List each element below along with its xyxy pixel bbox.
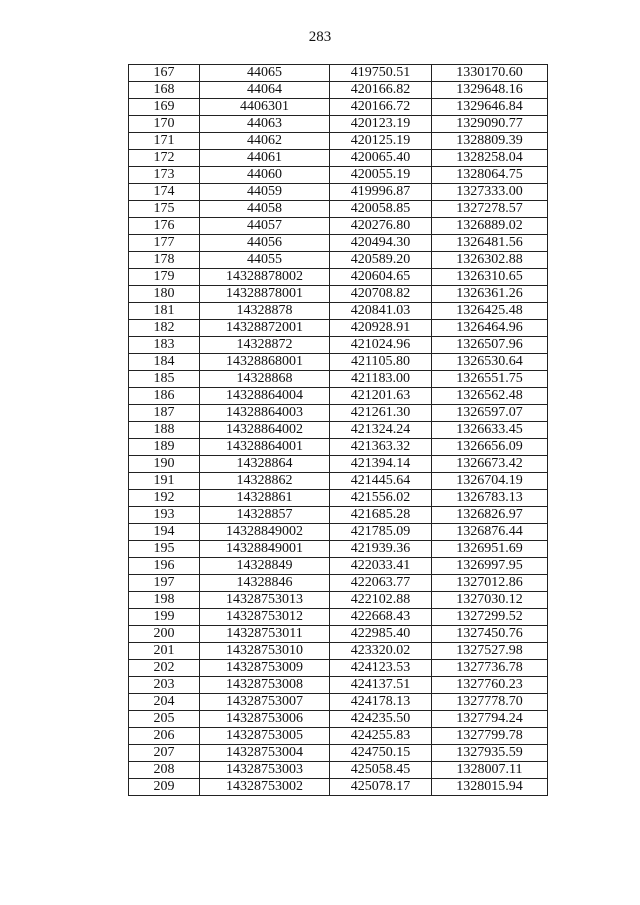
y-coordinate-cell: 1326633.45 bbox=[432, 422, 548, 439]
point-number-cell: 200 bbox=[129, 626, 200, 643]
y-coordinate-cell: 1326997.95 bbox=[432, 558, 548, 575]
table-row bbox=[129, 592, 548, 609]
x-coordinate-cell: 420065.40 bbox=[330, 150, 432, 167]
table-row bbox=[129, 779, 548, 796]
x-coordinate-cell: 420166.72 bbox=[330, 99, 432, 116]
point-number-cell: 174 bbox=[129, 184, 200, 201]
point-number-cell: 198 bbox=[129, 592, 200, 609]
y-coordinate-cell: 1329090.77 bbox=[432, 116, 548, 133]
x-coordinate-cell: 424750.15 bbox=[330, 745, 432, 762]
x-coordinate-cell: 420604.65 bbox=[330, 269, 432, 286]
table-row bbox=[129, 558, 548, 575]
y-coordinate-cell: 1327760.23 bbox=[432, 677, 548, 694]
point-number-cell: 183 bbox=[129, 337, 200, 354]
y-coordinate-cell: 1327799.78 bbox=[432, 728, 548, 745]
point-id-cell: 14328849001 bbox=[200, 541, 330, 558]
point-id-cell: 14328753010 bbox=[200, 643, 330, 660]
point-number-cell: 190 bbox=[129, 456, 200, 473]
y-coordinate-cell: 1326481.56 bbox=[432, 235, 548, 252]
point-number-cell: 208 bbox=[129, 762, 200, 779]
point-number-cell: 180 bbox=[129, 286, 200, 303]
point-number-cell: 187 bbox=[129, 405, 200, 422]
table-row bbox=[129, 167, 548, 184]
point-id-cell: 14328864001 bbox=[200, 439, 330, 456]
point-id-cell: 14328849 bbox=[200, 558, 330, 575]
point-number-cell: 193 bbox=[129, 507, 200, 524]
y-coordinate-cell: 1327935.59 bbox=[432, 745, 548, 762]
y-coordinate-cell: 1326562.48 bbox=[432, 388, 548, 405]
point-id-cell: 44059 bbox=[200, 184, 330, 201]
y-coordinate-cell: 1328015.94 bbox=[432, 779, 548, 796]
page-number: 283 bbox=[308, 29, 332, 45]
point-id-cell: 14328864002 bbox=[200, 422, 330, 439]
y-coordinate-cell: 1326656.09 bbox=[432, 439, 548, 456]
x-coordinate-cell: 421024.96 bbox=[330, 337, 432, 354]
point-id-cell: 14328857 bbox=[200, 507, 330, 524]
table-row bbox=[129, 371, 548, 388]
point-number-cell: 197 bbox=[129, 575, 200, 592]
table-row bbox=[129, 320, 548, 337]
x-coordinate-cell: 420055.19 bbox=[330, 167, 432, 184]
x-coordinate-cell: 420928.91 bbox=[330, 320, 432, 337]
point-number-cell: 185 bbox=[129, 371, 200, 388]
point-id-cell: 14328753012 bbox=[200, 609, 330, 626]
point-number-cell: 202 bbox=[129, 660, 200, 677]
point-id-cell: 14328868 bbox=[200, 371, 330, 388]
point-id-cell: 14328861 bbox=[200, 490, 330, 507]
table-row bbox=[129, 660, 548, 677]
table-row bbox=[129, 201, 548, 218]
point-id-cell: 14328868001 bbox=[200, 354, 330, 371]
table-row bbox=[129, 439, 548, 456]
point-number-cell: 172 bbox=[129, 150, 200, 167]
table-row bbox=[129, 643, 548, 660]
point-id-cell: 14328864003 bbox=[200, 405, 330, 422]
point-number-cell: 168 bbox=[129, 82, 200, 99]
point-id-cell: 44056 bbox=[200, 235, 330, 252]
point-id-cell: 14328862 bbox=[200, 473, 330, 490]
point-id-cell: 14328878002 bbox=[200, 269, 330, 286]
x-coordinate-cell: 419996.87 bbox=[330, 184, 432, 201]
x-coordinate-cell: 420276.80 bbox=[330, 218, 432, 235]
y-coordinate-cell: 1327736.78 bbox=[432, 660, 548, 677]
table-row bbox=[129, 99, 548, 116]
point-number-cell: 205 bbox=[129, 711, 200, 728]
point-id-cell: 44057 bbox=[200, 218, 330, 235]
table-row bbox=[129, 473, 548, 490]
point-id-cell: 14328864004 bbox=[200, 388, 330, 405]
point-number-cell: 199 bbox=[129, 609, 200, 626]
point-id-cell: 4406301 bbox=[200, 99, 330, 116]
x-coordinate-cell: 423320.02 bbox=[330, 643, 432, 660]
point-id-cell: 14328753005 bbox=[200, 728, 330, 745]
table-row bbox=[129, 150, 548, 167]
table-row bbox=[129, 116, 548, 133]
table-row bbox=[129, 541, 548, 558]
y-coordinate-cell: 1326530.64 bbox=[432, 354, 548, 371]
point-number-cell: 170 bbox=[129, 116, 200, 133]
x-coordinate-cell: 424178.13 bbox=[330, 694, 432, 711]
y-coordinate-cell: 1326783.13 bbox=[432, 490, 548, 507]
x-coordinate-cell: 424255.83 bbox=[330, 728, 432, 745]
table-row bbox=[129, 694, 548, 711]
x-coordinate-cell: 422985.40 bbox=[330, 626, 432, 643]
point-number-cell: 169 bbox=[129, 99, 200, 116]
point-id-cell: 14328864 bbox=[200, 456, 330, 473]
x-coordinate-cell: 421324.24 bbox=[330, 422, 432, 439]
point-id-cell: 44061 bbox=[200, 150, 330, 167]
x-coordinate-cell: 419750.51 bbox=[330, 65, 432, 82]
point-number-cell: 203 bbox=[129, 677, 200, 694]
point-id-cell: 14328753007 bbox=[200, 694, 330, 711]
x-coordinate-cell: 424123.53 bbox=[330, 660, 432, 677]
table-row bbox=[129, 65, 548, 82]
x-coordinate-cell: 420708.82 bbox=[330, 286, 432, 303]
point-id-cell: 14328753006 bbox=[200, 711, 330, 728]
y-coordinate-cell: 1327278.57 bbox=[432, 201, 548, 218]
table-row bbox=[129, 745, 548, 762]
y-coordinate-cell: 1326826.97 bbox=[432, 507, 548, 524]
point-id-cell: 14328878 bbox=[200, 303, 330, 320]
table-row bbox=[129, 490, 548, 507]
point-id-cell: 14328878001 bbox=[200, 286, 330, 303]
point-number-cell: 195 bbox=[129, 541, 200, 558]
table-row bbox=[129, 422, 548, 439]
x-coordinate-cell: 421556.02 bbox=[330, 490, 432, 507]
y-coordinate-cell: 1326551.75 bbox=[432, 371, 548, 388]
point-number-cell: 194 bbox=[129, 524, 200, 541]
point-number-cell: 186 bbox=[129, 388, 200, 405]
x-coordinate-cell: 421261.30 bbox=[330, 405, 432, 422]
y-coordinate-cell: 1328258.04 bbox=[432, 150, 548, 167]
x-coordinate-cell: 424137.51 bbox=[330, 677, 432, 694]
point-id-cell: 14328753013 bbox=[200, 592, 330, 609]
x-coordinate-cell: 421939.36 bbox=[330, 541, 432, 558]
point-number-cell: 207 bbox=[129, 745, 200, 762]
y-coordinate-cell: 1326597.07 bbox=[432, 405, 548, 422]
point-number-cell: 178 bbox=[129, 252, 200, 269]
x-coordinate-cell: 422033.41 bbox=[330, 558, 432, 575]
table-row bbox=[129, 405, 548, 422]
point-number-cell: 179 bbox=[129, 269, 200, 286]
x-coordinate-cell: 421105.80 bbox=[330, 354, 432, 371]
point-id-cell: 44064 bbox=[200, 82, 330, 99]
point-id-cell: 14328753009 bbox=[200, 660, 330, 677]
x-coordinate-cell: 420058.85 bbox=[330, 201, 432, 218]
x-coordinate-cell: 421685.28 bbox=[330, 507, 432, 524]
point-number-cell: 167 bbox=[129, 65, 200, 82]
y-coordinate-cell: 1326889.02 bbox=[432, 218, 548, 235]
x-coordinate-cell: 420841.03 bbox=[330, 303, 432, 320]
y-coordinate-cell: 1327299.52 bbox=[432, 609, 548, 626]
point-number-cell: 196 bbox=[129, 558, 200, 575]
point-id-cell: 14328753011 bbox=[200, 626, 330, 643]
y-coordinate-cell: 1328064.75 bbox=[432, 167, 548, 184]
point-id-cell: 44062 bbox=[200, 133, 330, 150]
x-coordinate-cell: 421785.09 bbox=[330, 524, 432, 541]
x-coordinate-cell: 421201.63 bbox=[330, 388, 432, 405]
table-row bbox=[129, 507, 548, 524]
y-coordinate-cell: 1329646.84 bbox=[432, 99, 548, 116]
table-row bbox=[129, 218, 548, 235]
x-coordinate-cell: 422063.77 bbox=[330, 575, 432, 592]
table-row bbox=[129, 575, 548, 592]
x-coordinate-cell: 420123.19 bbox=[330, 116, 432, 133]
y-coordinate-cell: 1329648.16 bbox=[432, 82, 548, 99]
x-coordinate-cell: 420125.19 bbox=[330, 133, 432, 150]
y-coordinate-cell: 1326951.69 bbox=[432, 541, 548, 558]
x-coordinate-cell: 421363.32 bbox=[330, 439, 432, 456]
x-coordinate-cell: 420494.30 bbox=[330, 235, 432, 252]
y-coordinate-cell: 1328007.11 bbox=[432, 762, 548, 779]
x-coordinate-cell: 420166.82 bbox=[330, 82, 432, 99]
point-id-cell: 44055 bbox=[200, 252, 330, 269]
y-coordinate-cell: 1326507.96 bbox=[432, 337, 548, 354]
point-number-cell: 181 bbox=[129, 303, 200, 320]
point-id-cell: 14328846 bbox=[200, 575, 330, 592]
y-coordinate-cell: 1326361.26 bbox=[432, 286, 548, 303]
point-id-cell: 14328872001 bbox=[200, 320, 330, 337]
y-coordinate-cell: 1330170.60 bbox=[432, 65, 548, 82]
y-coordinate-cell: 1326704.19 bbox=[432, 473, 548, 490]
table-row bbox=[129, 269, 548, 286]
point-number-cell: 192 bbox=[129, 490, 200, 507]
x-coordinate-cell: 425058.45 bbox=[330, 762, 432, 779]
table-row bbox=[129, 728, 548, 745]
table-row bbox=[129, 354, 548, 371]
table-row bbox=[129, 388, 548, 405]
x-coordinate-cell: 425078.17 bbox=[330, 779, 432, 796]
point-number-cell: 171 bbox=[129, 133, 200, 150]
point-number-cell: 177 bbox=[129, 235, 200, 252]
x-coordinate-cell: 422102.88 bbox=[330, 592, 432, 609]
table-row bbox=[129, 184, 548, 201]
point-id-cell: 14328753004 bbox=[200, 745, 330, 762]
y-coordinate-cell: 1326310.65 bbox=[432, 269, 548, 286]
table-row bbox=[129, 252, 548, 269]
point-number-cell: 173 bbox=[129, 167, 200, 184]
table-row bbox=[129, 711, 548, 728]
y-coordinate-cell: 1328809.39 bbox=[432, 133, 548, 150]
point-id-cell: 14328753008 bbox=[200, 677, 330, 694]
y-coordinate-cell: 1327778.70 bbox=[432, 694, 548, 711]
y-coordinate-cell: 1326464.96 bbox=[432, 320, 548, 337]
table-row bbox=[129, 337, 548, 354]
x-coordinate-cell: 421394.14 bbox=[330, 456, 432, 473]
table-row bbox=[129, 762, 548, 779]
y-coordinate-cell: 1327030.12 bbox=[432, 592, 548, 609]
y-coordinate-cell: 1327333.00 bbox=[432, 184, 548, 201]
point-number-cell: 184 bbox=[129, 354, 200, 371]
point-number-cell: 182 bbox=[129, 320, 200, 337]
table-row bbox=[129, 82, 548, 99]
y-coordinate-cell: 1327012.86 bbox=[432, 575, 548, 592]
table-row bbox=[129, 456, 548, 473]
table-row bbox=[129, 626, 548, 643]
table-row bbox=[129, 133, 548, 150]
x-coordinate-cell: 421445.64 bbox=[330, 473, 432, 490]
point-number-cell: 201 bbox=[129, 643, 200, 660]
point-number-cell: 191 bbox=[129, 473, 200, 490]
table-body bbox=[129, 65, 548, 796]
table-row bbox=[129, 524, 548, 541]
y-coordinate-cell: 1327794.24 bbox=[432, 711, 548, 728]
point-number-cell: 206 bbox=[129, 728, 200, 745]
y-coordinate-cell: 1327450.76 bbox=[432, 626, 548, 643]
point-id-cell: 14328849002 bbox=[200, 524, 330, 541]
point-id-cell: 44063 bbox=[200, 116, 330, 133]
x-coordinate-cell: 420589.20 bbox=[330, 252, 432, 269]
x-coordinate-cell: 422668.43 bbox=[330, 609, 432, 626]
y-coordinate-cell: 1326876.44 bbox=[432, 524, 548, 541]
table-row bbox=[129, 286, 548, 303]
point-number-cell: 175 bbox=[129, 201, 200, 218]
point-id-cell: 44060 bbox=[200, 167, 330, 184]
x-coordinate-cell: 424235.50 bbox=[330, 711, 432, 728]
y-coordinate-cell: 1326673.42 bbox=[432, 456, 548, 473]
y-coordinate-cell: 1326425.48 bbox=[432, 303, 548, 320]
table-row bbox=[129, 609, 548, 626]
table-row bbox=[129, 303, 548, 320]
point-id-cell: 14328753003 bbox=[200, 762, 330, 779]
point-number-cell: 209 bbox=[129, 779, 200, 796]
point-id-cell: 44058 bbox=[200, 201, 330, 218]
point-number-cell: 188 bbox=[129, 422, 200, 439]
point-id-cell: 14328753002 bbox=[200, 779, 330, 796]
table-row bbox=[129, 235, 548, 252]
y-coordinate-cell: 1327527.98 bbox=[432, 643, 548, 660]
table-row bbox=[129, 677, 548, 694]
x-coordinate-cell: 421183.00 bbox=[330, 371, 432, 388]
point-number-cell: 189 bbox=[129, 439, 200, 456]
point-number-cell: 176 bbox=[129, 218, 200, 235]
point-id-cell: 14328872 bbox=[200, 337, 330, 354]
point-id-cell: 44065 bbox=[200, 65, 330, 82]
y-coordinate-cell: 1326302.88 bbox=[432, 252, 548, 269]
coordinates-table bbox=[128, 64, 548, 796]
point-number-cell: 204 bbox=[129, 694, 200, 711]
